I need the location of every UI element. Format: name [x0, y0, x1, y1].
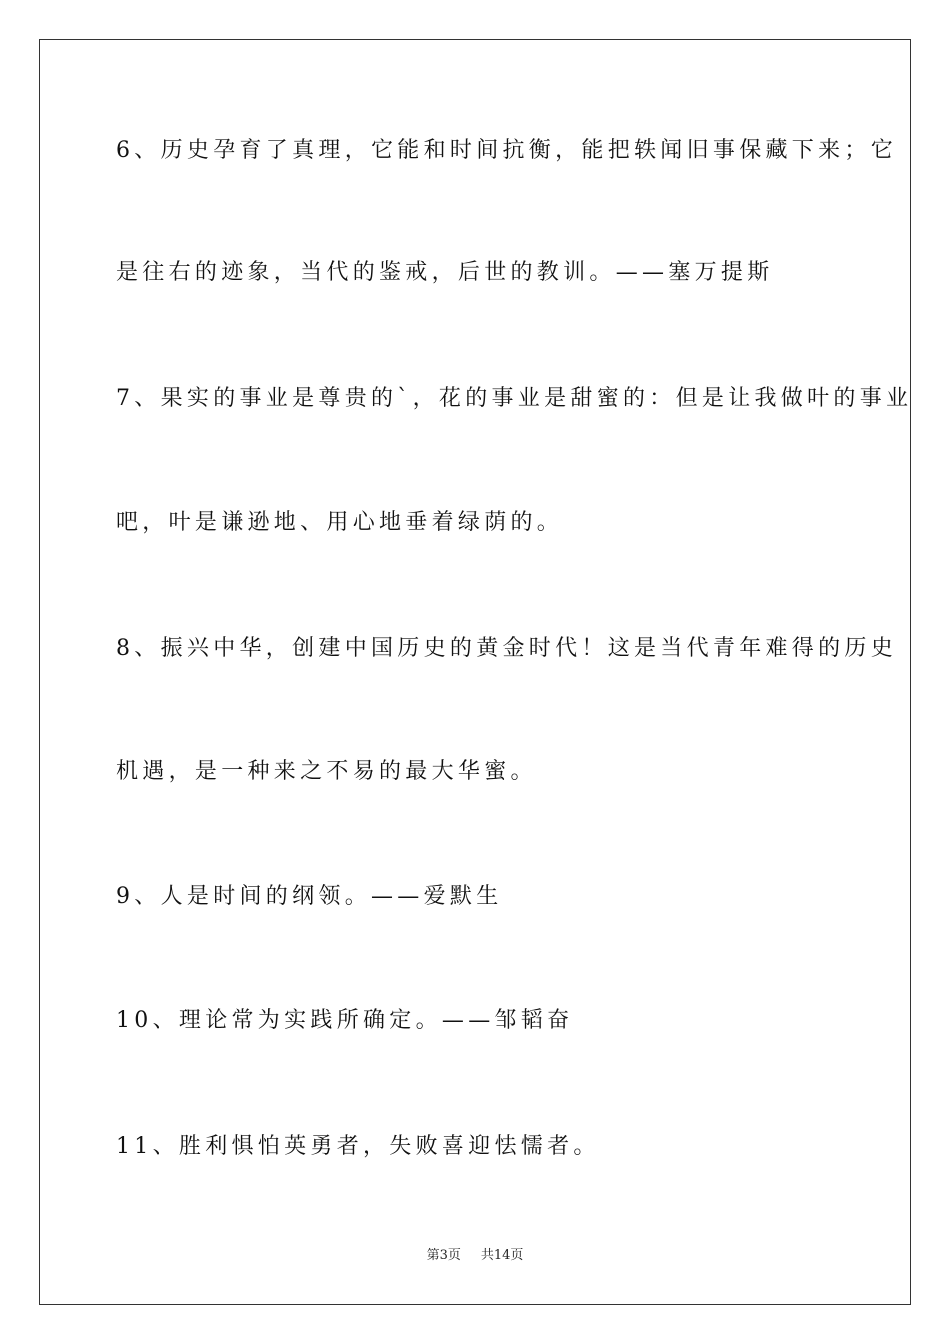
quote-line: 10、理论常为实践所确定。——邹韬奋 [116, 1008, 574, 1033]
quote-line: 是往右的迹象，当代的鉴戒，后世的教训。——塞万提斯 [116, 260, 774, 285]
page-footer [0, 1247, 950, 1265]
quote-line: 8、振兴中华，创建中国历史的黄金时代！这是当代青年难得的历史 [116, 636, 897, 661]
quote-line: 6、历史孕育了真理，它能和时间抗衡，能把轶闻旧事保藏下来；它 [116, 138, 897, 163]
page-frame [39, 39, 911, 1305]
quote-line: 吧，叶是谦逊地、用心地垂着绿荫的。 [116, 510, 564, 535]
page-number: 第3页 [426, 1248, 461, 1263]
quote-line: 机遇，是一种来之不易的最大华蜜。 [116, 759, 537, 784]
quote-line: 9、人是时间的纲领。——爱默生 [116, 884, 503, 909]
page-total: 共14页 [480, 1248, 524, 1263]
quote-line: 11、胜利惧怕英勇者，失败喜迎怯懦者。 [116, 1134, 600, 1159]
quote-line: 7、果实的事业是尊贵的`，花的事业是甜蜜的：但是让我做叶的事业 [116, 386, 913, 411]
